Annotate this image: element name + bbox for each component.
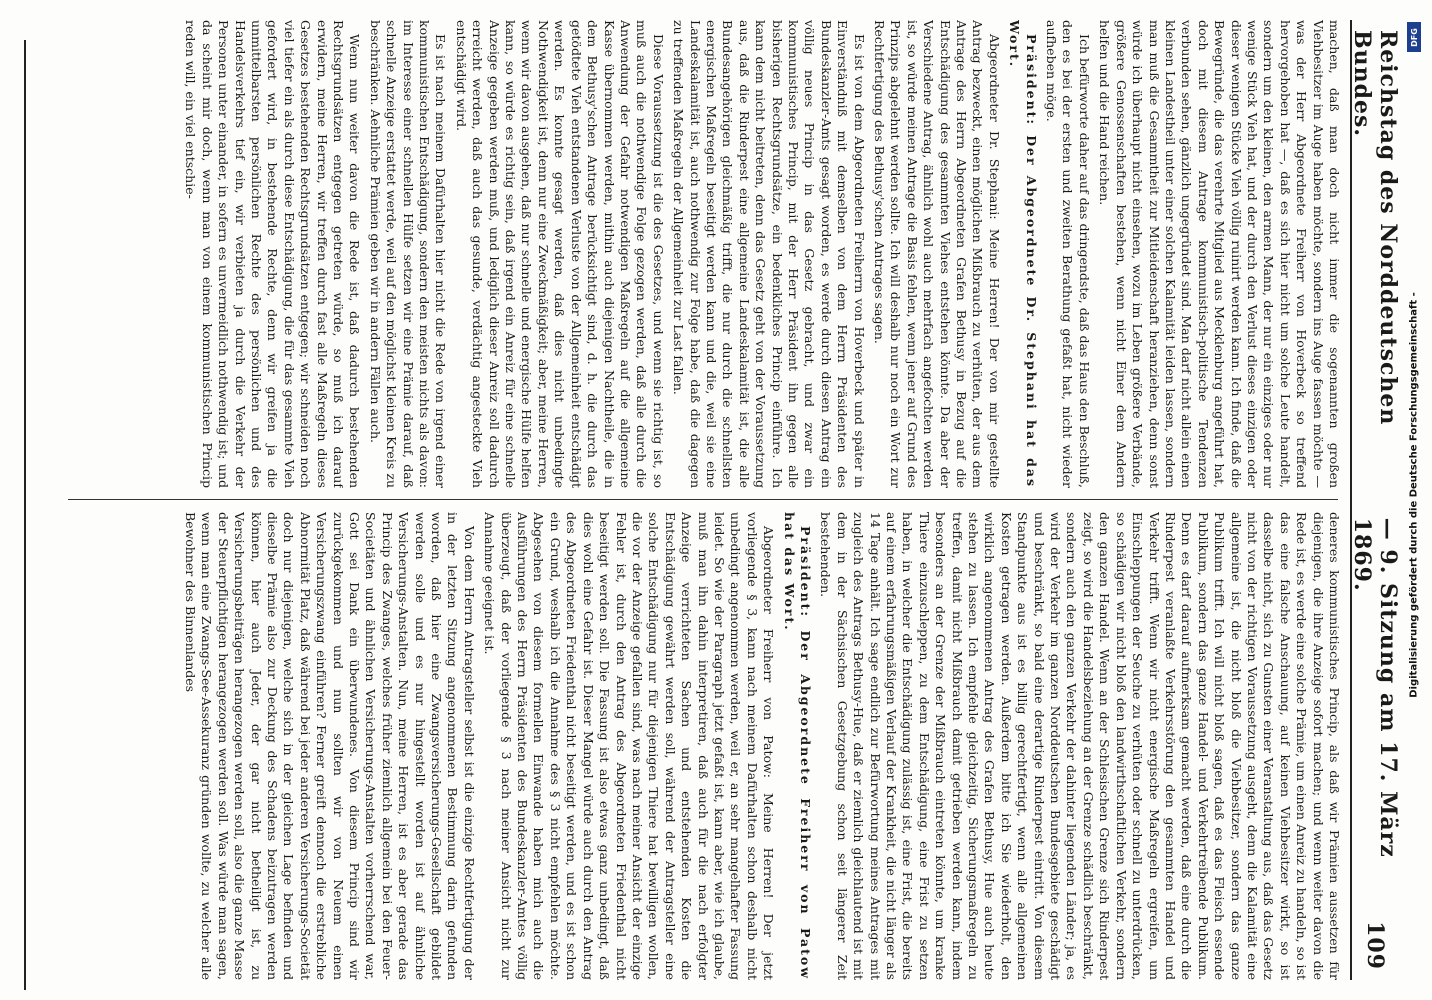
paragraph: Ich befürworte daher auf das dringendste, daß das Haus den Beschluß, den es bei der ersten und zweiten Berathung gefaßt hat, nicht wieder aufheben möge.	[1044, 20, 1092, 488]
column-right	[52, 512, 1342, 980]
speaker-line: Präsident: Der Abgeordnete Freiherr von Patow hat das Wort.	[781, 512, 813, 980]
paragraph: deneres kommunistisches Princip, als daß wir Prämien aussetzen für diejenigen, die ihre Anzeige sofort machen; und wenn weiter davon die Rede ist, es werde eine solche Prämie, um einen Anreiz zu handeln, so ist das eine falsche Anschauung, auf keinen Viehbesitzer wirkt, so ist dasselbe nicht, sich zu Gunsten einer Veranstaltung aus, daß das Gesetz nicht von der richtigen Voraussetzung ausgeht, denn die Kalamität eine allgemeine ist, die nicht bloß die Viehbesitzer, sondern das ganze Publikum trifft. Ich will nicht bloß sagen, daß es das Fleisch essende Publikum, sondern das ganze Handel- und Verkehrtreibende Publikum. Denn es darf darauf aufmerksam gemacht werden, daß eine durch die Rinderpest veranlaßte Verkehrsstörung den gesammten Handel und Verkehr trifft. Wenn wir nicht energische Maßregeln ergreifen, um Einschleppungen der Seuche zu verhüten oder schnell zu unterdrücken, so schädigen wir nicht bloß den landwirthschaftlichen Verkehr, sondern den ganzen Handel. Wenn an der Schlesischen Grenze sich Rinderpest zeigt, so wird die Handelsbeziehung an der Grenze schädlich beschränkt, sondern auch den ganzen Verkehr der dahinter liegenden Länder; ja, es wird der Verkehr im ganzen Norddeutschen Bundesgebiete geschädigt und beschränkt, so bald eine derartige Rinderpest eintritt. Von diesem Standpunkte aus ist es billig gerechtfertigt, wenn alle allgemeinen Kosten getragen werden. Außerdem bitte ich Sie wiederholt, den wirklich angenommenen Antrag des Grafen Bethusy, Hue auch heute stehen zu lassen. Ich empfehle gleichzeitig, Sicherungsmaßregeln zu treffen, damit nicht Mißbrauch damit getrieben werden kann, indem besonders an der Grenze der Mißbrauch eintreten könnte, um kranke Thiere einzuschleppen, zu dem Entschädigung, eine Frist zu setzen haben, in welcher die Entschädigung zulässig ist, eine Frist, die bereits auf einem erfahrungsmäßigen Verlauf der Krankheit, die nicht länger als 14 Tage anhält. Ich sage endlich zur Befürwortung meines Antrages mit zugleich des Antrags Bethusy-Hue, daß er ziemlich gleichlautend ist mit dem in der Sächsischen Gesetzgebung schon seit längerer Zeit bestehenden.	[818, 512, 1342, 980]
paragraph: Es ist von dem Abgeordneten Freiherrn von Hoverbeck und später in Einverständniß mit demselben von dem Herrn Präsidenten des Bundeskanzler-Amts gesagt worden, es werde durch diesen Antrag ein völlig neues Princip in das Gesetz gebracht, und zwar ein kommunistisches Princip, mit der Herr Präsident ihn gegen alle bisherigen Rechtsgrundsätze, ein bedenkliches Princip einführe. Ich kann dem nicht beitreten, denn das Gesetz geht von der Voraussetzung aus, daß die Rinderpest eine allgemeine Landeskalamität ist, die alle Bundesangehörigen gleichmäßig trifft, die nur durch die schnellsten energischen Maßregeln beseitigt werden kann und die, weil sie eine Landeskalamität ist, auch nothwendig zur Folge habe, daß die dagegen zu treffenden Maßregeln der Allgemeinheit zur Last fallen.	[671, 20, 867, 488]
paragraph: Abgeordneter Dr. Stephani: Meine Herren! Der von mir gestellte Antrag bezweckt, einen möglichen Mißbrauch zu verhüten, der aus dem Antrage des Herrn Abgeordneten Grafen Bethusy in Bezug auf die Entschädigung des gesammten Viehes entstehen könnte. Da aber der Verschiedene Antrag, ähnlich wohl auch mehrfach angefochten werden ist, so würde meinen Antrage die Basis fehlen, wenn jener auf Grund des Prinzips abgelehnt werden sollte. Ich will deshalb nur noch ein Wort zur Rechtfertigung des Bethusy'schen Antrages sagen.	[872, 20, 1002, 488]
paragraph: Abgeordneter Freiherr von Patow: Meine Herren! Der jetzt vorliegende § 3, kann nach meinem Dafürhalten schon deshalb nicht unbedingt angenommen werden, weil er, an sehr mangelhafter Fassung leidet. So wie der Paragraph jetzt gefaßt ist, kann aber, wie ich glaube, muß man ihn dahin interpretiren, daß auch für die nach erfolgter Anzeige verrichteten Sachen und entstehenden Kosten die Entschädigung gewährt werden soll, während der Antragsteller eine solche Entschädigung nur für diejenigen Thiere hat bewilligen wollen, die vor der Anzeige gefallen sind, was nach meiner Ansicht der einzige Fehler ist, durch den Antrag des Abgeordneten Friedenthal nicht beseitigt werden soll. Die Fassung ist also etwas ganz unbedingt, daß dies wohl eine Gefahr ist. Dieser Mangel würde auch durch den Antrag des Abgeordneten Friedenthal nicht beseitigt werden, und es ist schon ein Grund, weshalb ich die Annahme des § 3 nicht empfehlen möchte. Abgesehen von diesem formellen Einwande haben mich auch die Ausführungen des Herrn Präsidenten des Bundeskanzler-Amtes völlig überzeugt, daß der vorliegende § 3 nach meiner Ansicht nicht zur Annahme geeignet ist.	[482, 512, 777, 980]
column-left	[52, 20, 1342, 488]
paragraph: Es ist nach meinem Dafürhalten hier nicht die Rede von irgend einer kommunistischen Entschädigung, sondern den meisten nichts als davon: im Interesse einer schnellen Hülfe setzen wir eine Prämie darauf, daß schnelle Anzeige erstattet werde, weil auf den möglichst kleinen Kreis zu beschränken. Aehnliche Prämien geben wir in andern Fällen auch.	[367, 20, 449, 488]
paragraph: Wenn nun weiter davon die Rede ist, daß dadurch bestehenden Rechtsgrundsätzen entgegen getreten würde, so muß ich darauf erwidern, meine Herren, wir treffen durch fast alle Maßregeln dieses Gesetzes bestehenden Rechtsgrundsätzen entgegen; wir schneiden noch viel tiefer ein als durch diese Entschädigung, die für das gesammte Vieh gefordert wird, in bestehende Rechte, denn wir greifen ja die unmittelbarsten persönlichen Rechte des persönlichen und des Handelsverkehrs tief ein, wir verbieten ja durch die Verkehr der Personen unter einander, in sofern es unvermeidlich nothwendig ist; und da scheint mir doch, wenn man von einem kommunistischen Princip reden will, ein viel entschie-	[183, 20, 363, 488]
page-header	[1349, 20, 1401, 980]
header-title: Reichstag des Norddeutschen Bundes.	[1349, 30, 1401, 426]
speaker-line: Präsident: Der Abgeordnete Dr. Stephani hat das Wort.	[1007, 20, 1039, 488]
paragraph: machen, daß man doch nicht immer die sogenannten großen Viehbesitzer im Auge haben möchte, sondern ins Auge fassen möchte — was der Herr Abgeordnete Freiherr von Hoverbeck so treffend hervorgehoben hat —, daß es sich hier nicht um solche Leute handelt, sondern um den kleinen, den armen Mann, der nur ein einziges oder nur wenige Stück Vieh hat, und der durch den Verlust dieses einzigen oder dieser wenigen Stücke Vieh völlig ruinirt werden kann. Ich finde, daß die Bewegründe, die das verehrte Mitglied aus Mecklenburg angeführt hat, doch mit diesem Antrage kommunistisch-politische Tendenzen verbunden sehen, gänzlich ungegründet sind. Man darf nicht allein einen kleinen Landestheil unter einer solchen Kalamität leiden lassen, sondern man muß die Gesammtheit zur Mitleidenschaft heranziehen, denn sonst würde ich überhaupt nicht einsehen, wozu im Leben größere Verbände, größere Genossenschaften bestehen, wenn nicht Einer dem Andern helfen und die Hand reichen.	[1097, 20, 1342, 488]
page-number: 109	[1362, 921, 1388, 970]
paragraph: Diese Voraussetzung ist die des Gesetzes, und wenn sie richtig ist, so muß auch die nothwendige Folge gezogen werden, daß alle durch die Anwendung der Gefahr notwendigen Maßregeln auf die allgemeine Kasse übernommen werden, mithin auch diejenigen Nachtheile, die in dem Bethusy'schen Antrage berücksichtigt sind, d. h. die durch das getödtete Vieh entstandenen Verluste von der Allgemeinheit entschädigt werden. Es konnte gesagt werden, daß dies nicht unbedingte Nothwendigkeit ist, denn nur eine Zweckmäßigkeit; aber, meine Herren, wenn wir davon ausgehen, daß nur schnelle und energische Hülfe helfen kann, so würde es richtig sein, daß irgend ein Anreiz für eine schnelle Anzeige gegeben werden muß, und lediglich dieser Anreiz soll dadurch erreicht werden, daß auch das gesunde, verdächtig angesteckte Vieh entschädigt wird.	[453, 20, 666, 488]
rotated-page	[38, 20, 1401, 980]
dfg-logo-text: DFG	[1409, 27, 1419, 47]
paragraph: Von dem Herrn Antragsteller selbst ist die einzige Rechtfertigung der in der letzten Sitzung angenommenen Bestimmung darin gefunden worden, daß hier eine Zwangsversicherungs-Gesellschaft gebildet werden solle und es nur hingestellt worden ist auf ähnliche Versicherungs-Anstalten. Nun, meine Herren, ist es aber gerade das Princip des Zwanges, welches früher ziemlich allgemein bei den Feuer-Societäten und ähnlichen Versicherungs-Anstalten vorherrschend war, Gott sei Dank ein überwundenes. Von diesem Princip sind wir zurückgekommen und nun sollten wir von Neuem einen Versicherungszwang einführen? Ferner greift dennoch die erstrebliche Abnormität Platz, daß während bei jeder anderen Versicherungs-Societät doch nur diejenigen, welche sich in der gleichen Lage befinden und dieselbe Prämie also zur Deckung des Schadens beizutragen werden können, hier auch Jeder, der gar nicht betheiligt ist, zu Versicherungsbeiträgen herangezogen werden soll, also die ganze Masse der Steuerpflichtigen herangezogen werden soll. Was würde man sagen, wenn man eine Zwangs-See-Assekuranz gründen wollte, zu welcher alle Bewohner des Binnenlandes	[182, 512, 477, 980]
digitization-credit: Digitalisierung gefördert durch die Deutsche Forschungsgemeinschaft -	[1408, 292, 1420, 698]
scan-edge	[24, 40, 26, 990]
dfg-logo	[1407, 22, 1421, 52]
header-session: — 9. Sitzung am 17. März 1869.	[1349, 517, 1401, 858]
column-divider	[68, 499, 1338, 500]
